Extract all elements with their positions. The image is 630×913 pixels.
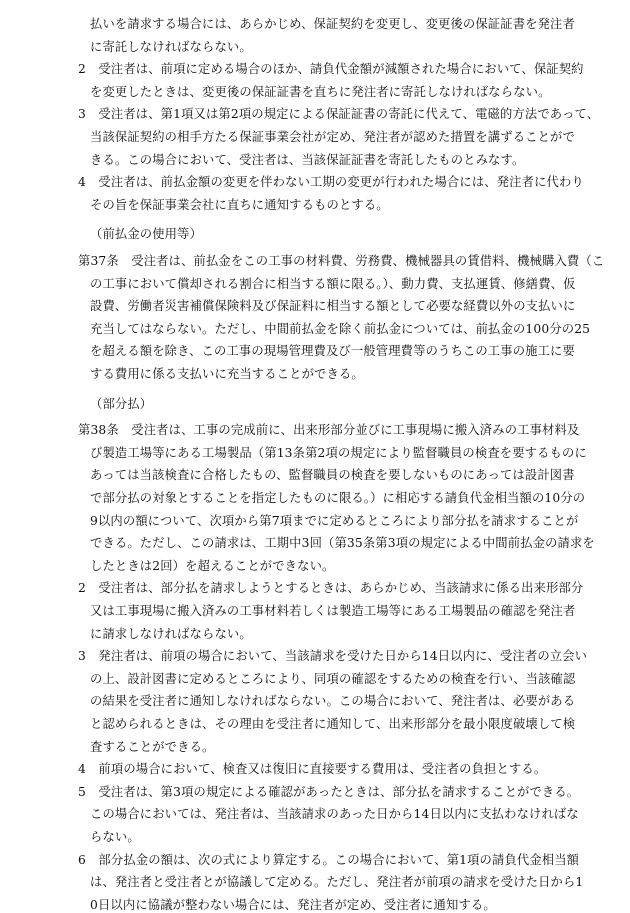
text-line: 4 前項の場合において、検査又は復旧に直接要する費用は、受注者の負担とする。 — [78, 762, 547, 777]
text-line: 第37条 受注者は、前払金をこの工事の材料費、労務費、機械器具の賃借料、機械購入費（こ — [78, 254, 605, 268]
text-line: 又は工事現場に搬入済みの工事材料若しくは製造工場等にある工場製品の確認を発注者 — [90, 604, 576, 618]
text-line: あっては当該検査に合格したもの、監督職員の検査を要しないものにあっては設計図書 — [90, 468, 575, 483]
text-line: に寄託しなければならない。 — [90, 39, 252, 54]
text-line: 充当してはならない。ただし、中間前払金を除く前払金については、前払金の100分の25 — [90, 321, 591, 336]
text-line: できる。ただし、この請求は、工期中3回（第35条第3項の規定による中間前払金の請求を — [90, 536, 595, 551]
text-line: この場合においては、発注者は、当該請求のあった日から14日以内に支払わなければな — [90, 807, 579, 822]
text-line: び製造工場等にある工場製品（第13条第2項の規定により監督職員の検査を要するものに — [90, 445, 587, 460]
text-line: の上、設計図書に定めるところにより、同項の確認をするための検査を行い、当該確認 — [90, 671, 576, 686]
text-line: したときは2回）を超えることができない。 — [90, 558, 335, 573]
text-line: その旨を保証事業会社に直ちに通知するものとする。 — [90, 197, 389, 212]
text-line: 第38条 受注者は、工事の完成前に、出来形部分並びに工事現場に搬入済みの工事材料及 — [78, 423, 580, 438]
text-line: 3 受注者は、第1項又は第2項の規定による保証証書の寄託に代えて、電磁的方法であって、 — [78, 107, 600, 122]
text-line: と認められるときは、その理由を受注者に通知して、出来形部分を最小限度破壊して検 — [90, 717, 576, 731]
text-line: を超える額を除き、この工事の現場管理費及び一般管理費等のうちこの工事の施工に要 — [90, 344, 575, 359]
section-heading: （前払金の使用等） — [90, 227, 203, 242]
text-line: 設費、労働者災害補償保険料及び保証料に相当する額として必要な経費以外の支払いに — [90, 299, 576, 314]
text-line: で部分払の対象とすることを指定したものに限る。）に相応する請負代金相当額の10分の — [90, 491, 586, 505]
text-line: は、発注者と受注者とが協議して定める。ただし、発注者が前項の請求を受けた日から1 — [90, 875, 584, 890]
text-line: 当該保証契約の相手方たる保証事業会社が定め、発注者が認めた措置を講ずることがで — [90, 130, 575, 144]
text-line: を変更したときは、変更後の保証証書を直ちに発注者に寄託しなければならない。 — [90, 84, 551, 99]
text-line: 払いを請求する場合には、あらかじめ、保証契約を変更し、変更後の保証証書を発注者 — [90, 17, 575, 31]
text-line: らない。 — [90, 830, 140, 844]
text-line: 2 受注者は、前項に定める場合のほか、請負代金額が減額された場合において、保証契約 — [78, 62, 584, 77]
text-line: する費用に係る支払いに充当することができる。 — [90, 367, 364, 381]
text-line: 5 受注者は、第3項の規定による確認があったときは、部分払を請求することができる。 — [78, 784, 580, 799]
text-line: 3 発注者は、前項の場合において、当該請求を受けた日から14日以内に、受注者の立会い — [78, 649, 588, 664]
section-heading: （部分払） — [90, 396, 153, 411]
text-line: 6 部分払金の額は、次の式により算定する。この場合において、第1項の請負代金相当額 — [78, 852, 580, 867]
text-line: の工事において償却される割合に相当する額に限る。）、動力費、支払運賃、修繕費、仮 — [90, 276, 576, 291]
text-line: の結果を受注者に通知しなければならない。この場合において、発注者は、必要がある — [90, 694, 576, 709]
text-line: きる。この場合において、受注者は、当該保証証書を寄託したものとみなす。 — [90, 152, 525, 167]
text-line: 査することができる。 — [90, 739, 215, 754]
text-line: 0日以内に協議が整わない場合には、発注者が定め、受注者に通知する。 — [90, 897, 496, 912]
text-line: 2 受注者は、部分払を請求しようとするときは、あらかじめ、当該請求に係る出来形部分 — [78, 581, 584, 596]
text-line: に請求しなければならない。 — [90, 626, 252, 641]
text-line: 9以内の額について、次項から第7項までに定めるところにより部分払を請求することが — [90, 513, 579, 528]
text-line: 4 受注者は、前払金額の変更を伴わない工期の変更が行われた場合には、発注者に代わり — [78, 175, 584, 190]
